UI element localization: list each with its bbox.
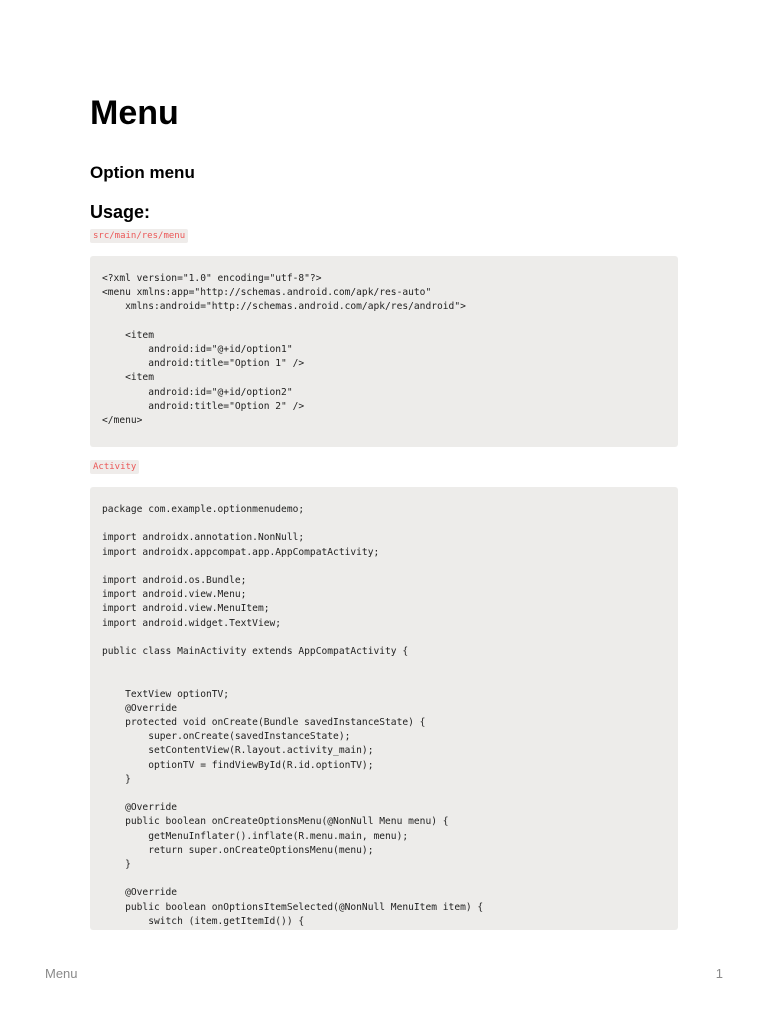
code-line: import android.view.MenuItem; xyxy=(102,603,270,615)
code-line: public class MainActivity extends AppCompatActivity { xyxy=(102,646,409,657)
code-line: public boolean onCreateOptionsMenu(@NonNull Menu menu) { xyxy=(102,816,449,828)
code-line: import androidx.appcompat.app.AppCompatActivity; xyxy=(102,546,380,558)
code-line: TextView optionTV; xyxy=(102,688,230,700)
activity-label-code: Activity xyxy=(90,460,139,474)
code-line: android:id="@+id/option1" xyxy=(102,344,293,355)
code-line: </menu> xyxy=(102,415,143,426)
code-line: import android.os.Bundle; xyxy=(102,575,247,586)
page-title: Menu xyxy=(90,94,179,132)
code-line: super.onCreate(savedInstanceState); xyxy=(102,731,351,743)
code-line: switch (item.getItemId()) { xyxy=(102,915,305,927)
usage-heading: Usage: xyxy=(90,202,151,222)
code-line: getMenuInflater().inflate(R.menu.main, menu); xyxy=(102,830,409,842)
code-line: optionTV = findViewById(R.id.optionTV); xyxy=(102,759,374,771)
code-line: return super.onCreateOptionsMenu(menu); xyxy=(102,844,374,856)
java-code-block xyxy=(90,487,678,930)
resource-path-code: src/main/res/menu xyxy=(90,229,188,243)
code-line: protected void onCreate(Bundle savedInstanceState) { xyxy=(102,717,426,728)
code-line: android:title="Option 2" /> xyxy=(102,400,305,412)
code-line: <item xyxy=(102,372,154,384)
code-line: package com.example.optionmenudemo; xyxy=(102,504,305,515)
code-line: import android.view.Menu; xyxy=(102,589,247,601)
code-line: android:title="Option 1" /> xyxy=(102,358,305,370)
code-line: } xyxy=(102,773,131,785)
code-line: <item xyxy=(102,329,154,341)
code-line: @Override xyxy=(102,802,178,814)
code-line: xmlns:android="http://schemas.android.com/apk/res/android"> xyxy=(102,301,466,313)
code-line: android:id="@+id/option2" xyxy=(102,386,293,398)
code-line: import androidx.annotation.NonNull; xyxy=(102,532,305,544)
code-line: <menu xmlns:app="http://schemas.android.com/apk/res-auto" xyxy=(102,287,432,299)
code-line: import android.widget.TextView; xyxy=(102,617,282,629)
code-line: @Override xyxy=(102,702,178,714)
code-line: @Override xyxy=(102,887,178,899)
page-number: 1 xyxy=(715,966,723,981)
footer-title: Menu xyxy=(45,966,78,981)
code-line: public boolean onOptionsItemSelected(@NonNull MenuItem item) { xyxy=(102,901,484,913)
section-heading: Option menu xyxy=(90,163,195,182)
code-line: } xyxy=(102,859,131,870)
xml-code-block xyxy=(90,256,678,447)
code-line: <?xml version="1.0" encoding="utf-8"?> xyxy=(102,273,322,284)
code-line: setContentView(R.layout.activity_main); xyxy=(102,745,374,757)
